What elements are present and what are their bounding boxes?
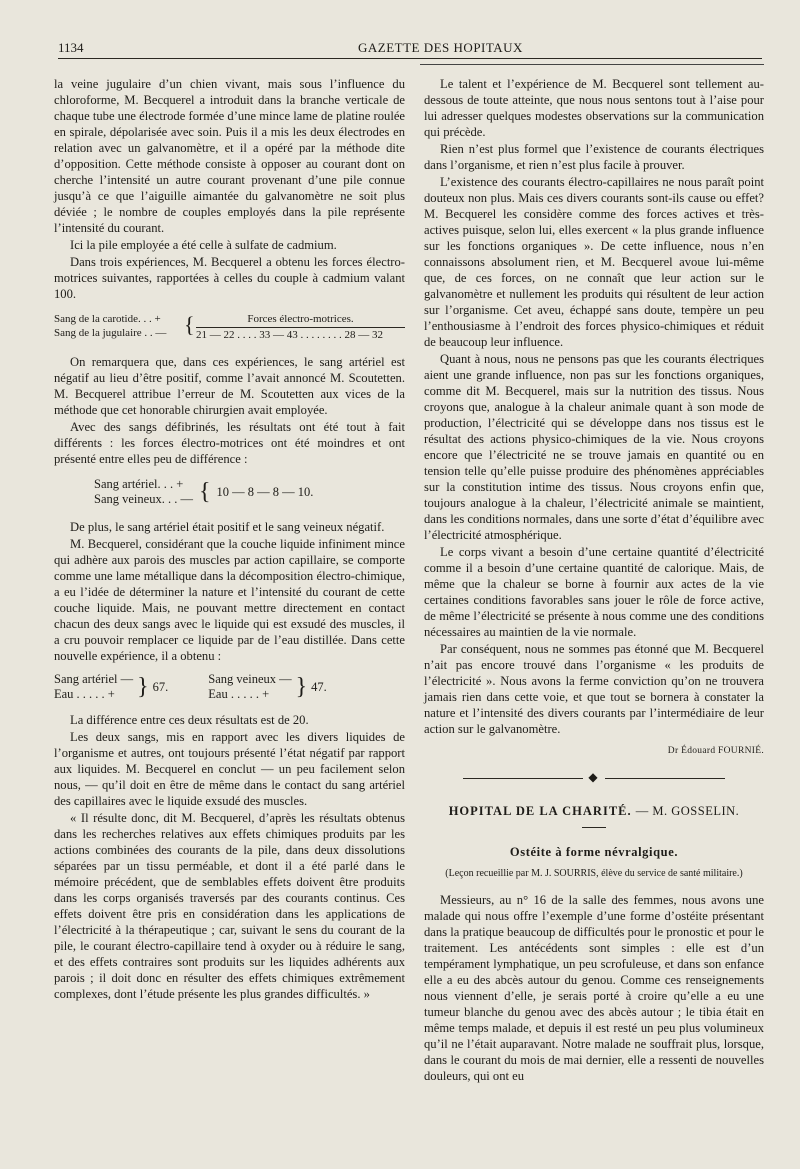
table-row-label: Sang veineux. . . — [94,492,193,506]
right-column [424,76,764,1084]
table-row-label: Sang veineux — [208,672,292,686]
header-rule [58,58,762,59]
table-values: 10 — 8 — 8 — 10. [216,484,314,499]
paragraph: Avec des sangs défibrinés, les résultats ont été tout à fait différents : les forces électro-motrices ont été moindres et ont présenté entre elles peu de différence : [54,420,405,466]
table-value: 67. [152,679,169,694]
page-number: 1134 [58,40,84,55]
doctor-name: — M. GOSSELIN. [635,804,740,818]
brace: } [295,673,308,700]
header-rule-right [420,64,764,65]
paragraph: Le corps vivant a besoin d’une certaine quantité d’électricité comme il a besoin d’une certaine quantité de calorique. Mais, de même que la chaleur se borne à fournir aux actes de la vie certaines conditions favorables sans jouer le rôle de force active, de même l’électricité se présente à nous comme une des conditions nécessaires au maintien de la vie normale. [424,545,764,639]
paragraph: Le talent et l’expérience de M. Becquerel sont tellement au-dessous de toute atteinte, que nous nous sentons tout à l’aise pour lui adresser quelques modestes observations sur la communication qui précède. [424,77,764,139]
lecture-note: (Leçon recueillie par M. J. SOURRIS, élève du service de santé militaire.) [445,868,743,879]
section-divider: ◆ [424,769,764,785]
running-title: GAZETTE DES HOPITAUX [358,40,523,55]
hospital-name: HOPITAL DE LA CHARITÉ. [448,804,632,818]
paragraph: Messieurs, au n° 16 de la salle des femmes, nous avons une malade qui nous offre l’exemple d’une forme d’ostéite présentant dans la pratique beaucoup de difficultés pour le pronostic et pour le traitement. Les antécédents sont simples : elle est d’un tempérament lymphatique, un peu scrofuleuse, et dans son enfance elle a eu des abcès autour du genou. Comme ces renseignements nous viennent d’elle, je serais porté à croire qu’elle a eu une tumeur blanche du genou avec des abcès autour ; le tibia était en même temps malade, et depuis il est resté un peu plus volumineux qu’il ne l’était auparavant. Notre malade ne souffrait plus, lorsque, dans le courant du mois de mai dernier, elle a ressenti de nouvelles douleurs, qui ont eu [424,893,764,1083]
paragraph: « Il résulte donc, dit M. Becquerel, d’après les résultats obtenus dans les recherches relatives aux effets chimiques produits par les actions combinées des courants de la pile, dans deux dissolutions séparées par un tissu perméable, et dont il a été parlé dans le mémoire précédent, que de semblables effets doivent être produits dans les corps organisés traversés par des courants continus. Ces effets doivent être pris en considération dans les applications de l’électricité à la thérapeutique ; car, suivant le sens du courant de la pile, le courant électro-capillaire tend à oxyder ou à réduire le sang, et des effets contraires sont produits sur les liquides adhérents aux parois ; il doit donc en résulter des effets chimiques extrêmement complexes, dont l’étude présente les plus grandes difficultés. » [54,811,405,1001]
table-row-label: Sang de la jugulaire . . — [54,327,167,339]
brace: { [184,312,195,337]
table-row-label: Sang de la carotide. . . + [54,313,161,325]
paragraph: De plus, le sang artériel était positif et le sang veineux négatif. [70,520,385,534]
brace: { [198,478,211,505]
paragraph: M. Becquerel, considérant que la couche liquide infiniment mince qui adhère aux parois des muscles par action capillaire, se comporte comme une lame métallique dans la décomposition électro-chimique, a eu l’idée de déterminer la nature et l’intensité du courant de cette couche liquide. Mais, ne pouvant mettre directement en contact chacun des deux sangs avec le liquide qui est exsudé des muscles, il a cru pouvoir remplacer ce liquide par de l’eau distillée. Dans cette nouvelle expérience, il a obtenu : [54,537,405,663]
table-value: 47. [311,679,327,694]
table-row-label: Eau . . . . . + [208,687,270,701]
paragraph: Par conséquent, nous ne sommes pas étonné que M. Becquerel n’ait pas encore trouvé dans l’organisme « les produits de l’électricité ». Nous avons la ferme conviction qu’on ne trouvera jamais rien dans cette voie, et que tout se bornera à constater la nature et l’intensité des divers courants par l’intermédiaire de leur action sur le galvanomètre. [424,642,764,736]
short-rule [582,827,606,828]
paragraph: Dans trois expériences, M. Becquerel a obtenu les forces électro-motrices suivantes, rapportées à celles du couple à cadmium valant 100. [54,255,405,301]
paragraph: Ici la pile employée a été celle à sulfate de cadmium. [70,238,337,252]
paragraph: Rien n’est plus formel que l’existence de courants électriques dans l’organisme, et rien n’est plus facile à prouver. [424,142,764,172]
table-row-label: Eau . . . . . + [54,687,115,701]
article-subtitle: Ostéite à forme névralgique. [509,845,679,859]
paragraph: Les deux sangs, mis en rapport avec les divers liquides de l’organisme et autres, ont toujours présenté l’état négatif par rapport aux liquides. M. Becquerel en conclut — un peu facilement selon nous, — qu’il doit en être de même dans le contact du sang artériel des capillaires avec le liquide exsudé des muscles. [54,730,405,808]
section-heading [424,803,764,819]
paragraph: la veine jugulaire d’un chien vivant, mais sous l’influence du chloroforme, M. Becquerel a introduit dans la branche verticale de chaque tube une électrode formée d’une mince lame de platine roulée en spirale, dépolarisée avec soin. Puis il a mis les deux électrodes en relation avec un galvanomètre, et il a opéré par la méthode dite d’opposition. Cette méthode consiste à opposer au courant dont on cherche l’intensité un autre courant provenant d’une pile connue jusqu’à ce que l’aiguille aimantée du galvanomètre ne soit plus déviée ; le nombre de couples employés dans la pile représente l’intensité du courant. [54,77,405,235]
table-row-label: Sang artériel. . . + [94,477,184,491]
forces-table [54,312,405,342]
paragraph: L’existence des courants électro-capillaires ne nous paraît point douteux non plus. Mais ces divers courants sont-ils cause ou effet? M. Becquerel les considère comme des forces actives et très-actives puisque, selon lui, elles exercent « la plus grande influence sur les fonctions organiques ». De cette influence, nous n’en connaissons absolument rien, et M. Becquerel avoue lui-même que, de ces forces, on ne connaît que leur action sur le galvanomètre et nullement les produits qui résultent de leur action sur l’organisme. Cet aveu, échappé sans doute, tempère un peu l’enthousiasme à l’endroit des forces physico-chimiques et réduit de beaucoup leur influence. [424,175,764,349]
left-column [54,76,405,1002]
paragraph: On remarquera que, dans ces expériences, le sang artériel est négatif au lieu d’être positif, comme l’avait annoncé M. Scoutetten. M. Becquerel attribue l’erreur de M. Scoutetten aux vices de la méthode que cet honorable chirurgien avait employée. [54,355,405,417]
table-values: 21 — 22 . . . . 33 — 43 . . . . . . . . 28 — 32 [196,329,383,341]
defibrinated-table [94,477,405,507]
paragraph: Quant à nous, nous ne pensons pas que les courants électriques aient une grande influence, non pas sur les fonctions organiques, comme dit M. Becquerel, mais sur la nutrition des tissus. Nous croyons que, analogue à la chaleur animale quant à son mode de production, l’électricité qui se développe dans nos tissus est le résultat des actions physico-chimiques de la vie. Nous croyons encore que l’électricité ne se trouve jamais en quantité ou en tension telle qu’elle puisse produire des phénomènes appréciables sur la constitution intime des tissus. Nous croyons enfin que, toujours analogue à la chaleur, l’électricité animale se maintient, dans les conditions normales, dans une sorte d’état d’équilibre avec l’électricité atmosphérique. [424,352,764,542]
author-signature: Dr Édouard FOURNIÉ. [667,746,764,756]
table-header: Forces électro-motrices. [196,312,405,328]
brace: } [137,673,149,700]
table-row-label: Sang artériel — [54,672,134,686]
water-table [54,672,405,702]
paragraph: La différence entre ces deux résultats est de 20. [70,713,309,727]
